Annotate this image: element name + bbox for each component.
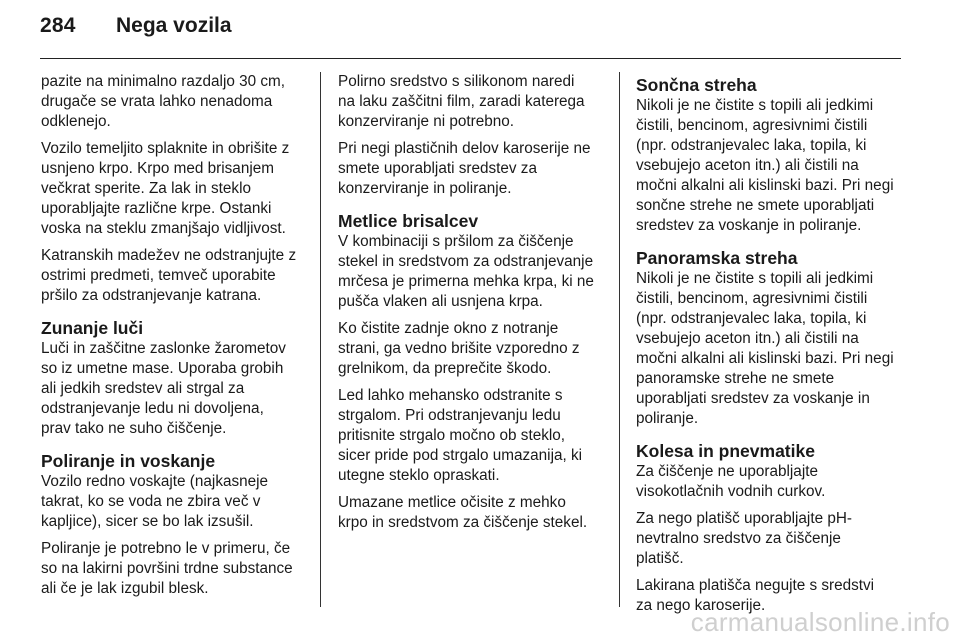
paragraph: Luči in zaščitne zaslonke žarometov so iz umetne mase. Uporaba grobih ali jedkih sredstev ali strgal za odstranjevanje ledu ni dovoljena, prav tako ne suho čiščenje. xyxy=(41,340,286,437)
page-number: 284 xyxy=(40,14,76,37)
paragraph: Polirno sredstvo s silikonom naredi na laku zaščitni film, zaradi katerega konzerviranje ni potrebno. xyxy=(338,73,585,130)
text-column-3 xyxy=(636,72,904,623)
section-heading-kolesa-in-pnevmatike: Kolesa in pnevmatike xyxy=(636,441,815,461)
text-column-2 xyxy=(338,72,606,540)
watermark-text: carmanualsonline.info xyxy=(690,607,950,637)
section-heading-soncna-streha: Sončna streha xyxy=(636,75,757,95)
paragraph: Led lahko mehansko odstranite s strgalom. Pri odstranjevanju ledu pritisnite strgalo močno ob steklo, sicer pride pod strgalo umazanija, ki utegne steklo opraskati. xyxy=(338,387,583,484)
paragraph: Nikoli je ne čistite s topili ali jedkimi čistili, bencinom, agresivnimi čistili (npr. odstranjevalec laka, topila, ki vsebujejo aceton itn.) ali čistili na močni alkalni ali kislinski bazi. Pri negi panoramske strehe ne smete uporabljati sredstev za voskanje in poliranje. xyxy=(636,270,894,427)
paragraph: Katranskih madežev ne odstranjujte z ostrimi predmeti, temveč uporabite pršilo za odstranjevanje katrana. xyxy=(41,247,297,304)
paragraph: Nikoli je ne čistite s topili ali jedkimi čistili, bencinom, agresivnimi čistili (npr. odstranjevalec laka, topila, ki vsebujejo aceton itn.) ali čistili na močni alkalni ali kislinski bazi. Pri negi sončne strehe ne smete uporabljati sredstev za voskanje in poliranje. xyxy=(636,97,894,234)
paragraph: Za nego platišč uporabljajte pH- nevtralno sredstvo za čiščenje platišč. xyxy=(636,510,852,567)
paragraph: Pri negi plastičnih delov karoserije ne smete uporabljati sredstev za konzerviranje in poliranje. xyxy=(338,140,591,197)
text-column-1 xyxy=(41,72,309,606)
paragraph: Vozilo redno voskajte (najkasneje takrat, ko se voda ne zbira več v kapljice), sicer se bo lak izsušil. xyxy=(41,473,269,530)
paragraph: Umazane metlice očisite z mehko krpo in sredstvom za čiščenje stekel. xyxy=(338,494,588,531)
section-heading-panoramska-streha: Panoramska streha xyxy=(636,248,798,268)
column-rule-left xyxy=(320,72,321,607)
paragraph: V kombinaciji s pršilom za čiščenje stekel in sredstvom za odstranjevanje mrčesa je primerna mehka krpa, ki ne pušča vlaken ali usnjena krpa. xyxy=(338,233,594,310)
section-heading-poliranje-in-voskanje: Poliranje in voskanje xyxy=(41,451,216,471)
paragraph: Poliranje je potrebno le v primeru, če so na lakirni površini trdne substance ali če je lak izgubil blesk. xyxy=(41,540,293,597)
column-rule-right xyxy=(619,72,620,607)
paragraph: Lakirana platišča negujte s sredstvi za nego karoserije. xyxy=(636,577,875,614)
section-heading-zunanje-luci: Zunanje luči xyxy=(41,318,144,338)
page-title: Nega vozila xyxy=(116,14,232,37)
paragraph: Za čiščenje ne uporabljajte visokotlačnih vodnih curkov. xyxy=(636,463,826,500)
paragraph: Vozilo temeljito splaknite in obrišite z usnjeno krpo. Krpo med brisanjem večkrat sperite. Za lak in steklo uporabljajte različne krpe. Ostanki voska na steklu zmanjšajo vidljivost. xyxy=(41,140,290,237)
header-rule xyxy=(40,58,901,59)
paragraph: Ko čistite zadnje okno z notranje strani, ga vedno brišite vzporedno z grelnikom, da preprečite škodo. xyxy=(338,320,580,377)
paragraph: pazite na minimalno razdaljo 30 cm, drugače se vrata lahko nenadoma odklenejo. xyxy=(41,73,286,130)
section-heading-metlice-brisalcev: Metlice brisalcev xyxy=(338,211,479,231)
